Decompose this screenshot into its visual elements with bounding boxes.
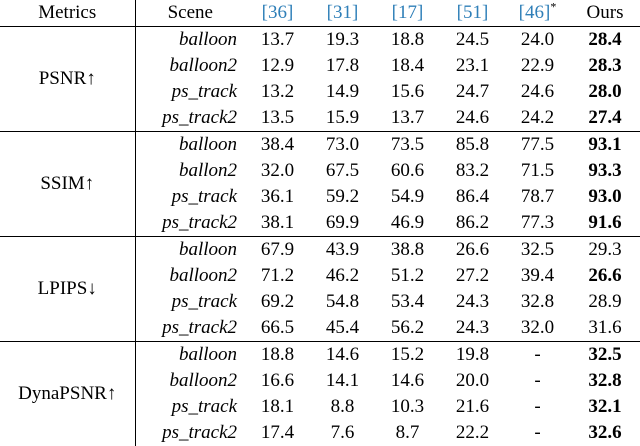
value-cell: 51.2 [375,263,440,289]
header-ours: Ours [570,0,640,27]
value-cell: 26.6 [440,237,505,264]
value-cell: 22.2 [440,420,505,446]
value-cell: 13.7 [245,27,310,54]
value-cell: 66.5 [245,315,310,342]
scene-name: ps_track2 [135,315,245,342]
value-cell: 18.4 [375,53,440,79]
value-cell: 67.5 [310,158,375,184]
metric-label: LPIPS↓ [0,237,135,342]
value-cell: 39.4 [505,263,570,289]
scene-name: ps_track [135,289,245,315]
value-cell: 21.6 [440,394,505,420]
value-cell: 7.6 [310,420,375,446]
scene-name: balloon [135,237,245,264]
scene-name: balloon2 [135,53,245,79]
value-cell: 69.2 [245,289,310,315]
ours-value-cell: 28.4 [570,27,640,54]
scene-name: ps_track2 [135,210,245,237]
scene-name: ps_track2 [135,420,245,446]
value-cell: 36.1 [245,184,310,210]
value-cell: 32.0 [505,315,570,342]
scene-name: ps_track [135,79,245,105]
citation-link[interactable]: [51] [457,2,489,23]
scene-name: ballon2 [135,158,245,184]
value-cell: 60.6 [375,158,440,184]
value-cell: 59.2 [310,184,375,210]
header-ref-2[interactable] [310,0,375,27]
value-cell: 46.9 [375,210,440,237]
value-cell: 77.3 [505,210,570,237]
value-cell: 38.4 [245,132,310,159]
header-ref-1[interactable] [245,0,310,27]
scene-name: ps_track [135,394,245,420]
scene-name: balloon [135,132,245,159]
value-cell: 22.9 [505,53,570,79]
value-cell: - [505,394,570,420]
value-cell: - [505,368,570,394]
value-cell: 27.2 [440,263,505,289]
value-cell: 24.0 [505,27,570,54]
ours-value-cell: 93.0 [570,184,640,210]
header-row [0,0,640,27]
value-cell: 77.5 [505,132,570,159]
asterisk-footnote-mark: * [550,0,556,14]
citation-link[interactable]: [36] [262,2,294,23]
scene-name: balloon [135,342,245,369]
table-body [0,27,640,446]
citation-link[interactable]: [46] [519,2,551,23]
ours-value-cell: 28.0 [570,79,640,105]
ours-value-cell: 31.6 [570,315,640,342]
value-cell: 46.2 [310,263,375,289]
ours-value-cell: 28.9 [570,289,640,315]
value-cell: 14.9 [310,79,375,105]
value-cell: 86.4 [440,184,505,210]
value-cell: 73.0 [310,132,375,159]
value-cell: 15.9 [310,105,375,132]
ours-value-cell: 32.5 [570,342,640,369]
value-cell: 85.8 [440,132,505,159]
value-cell: 17.8 [310,53,375,79]
value-cell: 53.4 [375,289,440,315]
table-row [0,132,640,159]
value-cell: 78.7 [505,184,570,210]
value-cell: 13.7 [375,105,440,132]
table-row [0,27,640,54]
value-cell: 86.2 [440,210,505,237]
value-cell: 45.4 [310,315,375,342]
value-cell: 32.8 [505,289,570,315]
value-cell: 15.6 [375,79,440,105]
scene-name: balloon2 [135,263,245,289]
scene-name: balloon [135,27,245,54]
metric-label: PSNR↑ [0,27,135,132]
value-cell: 54.8 [310,289,375,315]
ours-value-cell: 32.1 [570,394,640,420]
value-cell: 38.8 [375,237,440,264]
value-cell: 17.4 [245,420,310,446]
value-cell: 24.3 [440,315,505,342]
value-cell: 16.6 [245,368,310,394]
table-row [0,237,640,264]
ours-value-cell: 27.4 [570,105,640,132]
value-cell: 73.5 [375,132,440,159]
value-cell: 32.5 [505,237,570,264]
ours-value-cell: 91.6 [570,210,640,237]
value-cell: - [505,342,570,369]
metric-label: SSIM↑ [0,132,135,237]
ours-value-cell: 93.3 [570,158,640,184]
header-metrics: Metrics [0,0,135,27]
value-cell: 20.0 [440,368,505,394]
value-cell: 18.1 [245,394,310,420]
scene-name: ps_track [135,184,245,210]
header-ref-5[interactable] [505,0,570,27]
value-cell: 8.8 [310,394,375,420]
value-cell: 14.1 [310,368,375,394]
metric-label: DynaPSNR↑ [0,342,135,446]
value-cell: 43.9 [310,237,375,264]
value-cell: 24.2 [505,105,570,132]
value-cell: 24.6 [440,105,505,132]
value-cell: 24.7 [440,79,505,105]
citation-link[interactable]: [17] [392,2,424,23]
value-cell: 18.8 [245,342,310,369]
ours-value-cell: 32.6 [570,420,640,446]
value-cell: 19.3 [310,27,375,54]
value-cell: 13.2 [245,79,310,105]
value-cell: 71.2 [245,263,310,289]
citation-link[interactable]: [31] [327,2,359,23]
value-cell: 71.5 [505,158,570,184]
ours-value-cell: 28.3 [570,53,640,79]
header-ref-3[interactable] [375,0,440,27]
value-cell: 24.6 [505,79,570,105]
value-cell: 23.1 [440,53,505,79]
value-cell: 24.5 [440,27,505,54]
value-cell: 18.8 [375,27,440,54]
value-cell: 69.9 [310,210,375,237]
value-cell: 54.9 [375,184,440,210]
value-cell: 15.2 [375,342,440,369]
ours-value-cell: 93.1 [570,132,640,159]
value-cell: 10.3 [375,394,440,420]
value-cell: 13.5 [245,105,310,132]
value-cell: - [505,420,570,446]
value-cell: 38.1 [245,210,310,237]
value-cell: 56.2 [375,315,440,342]
value-cell: 14.6 [375,368,440,394]
scene-name: ps_track2 [135,105,245,132]
ours-value-cell: 32.8 [570,368,640,394]
value-cell: 14.6 [310,342,375,369]
value-cell: 8.7 [375,420,440,446]
value-cell: 24.3 [440,289,505,315]
value-cell: 12.9 [245,53,310,79]
value-cell: 67.9 [245,237,310,264]
table-row [0,342,640,369]
value-cell: 83.2 [440,158,505,184]
ours-value-cell: 29.3 [570,237,640,264]
value-cell: 19.8 [440,342,505,369]
ours-value-cell: 26.6 [570,263,640,289]
scene-name: balloon2 [135,368,245,394]
header-scene: Scene [135,0,245,27]
value-cell: 32.0 [245,158,310,184]
header-ref-4[interactable] [440,0,505,27]
